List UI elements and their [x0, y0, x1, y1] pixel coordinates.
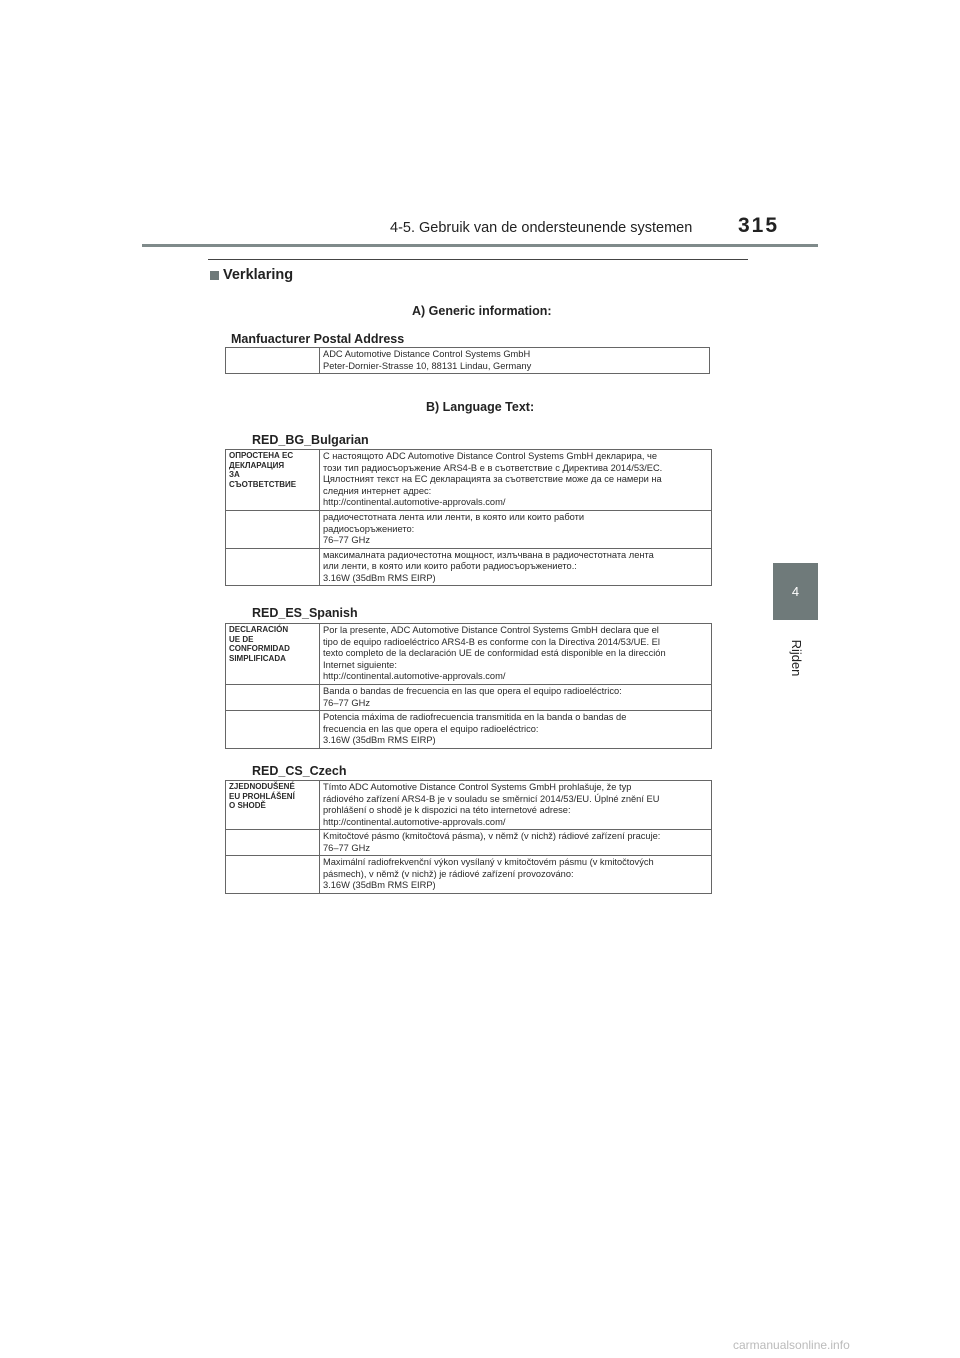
chapter-tab: [773, 563, 818, 620]
declaration-label: ОПРОСТЕНА ЕС ДЕКЛАРАЦИЯ ЗА СЪОТВЕТСТВИЕ: [226, 450, 320, 511]
section-divider: [208, 259, 748, 260]
language-text-heading: B) Language Text:: [426, 400, 535, 414]
address-cell: ADC Automotive Distance Control Systems GmbH Peter-Dornier-Strasse 10, 88131 Lindau, Germany: [320, 348, 710, 374]
declaration-text: Por la presente, ADC Automotive Distance Control Systems GmbH declara que el tipo de equipo radioeléctrico ARS4-B es conforme con la Directiva 2014/53/UE. El texto completo de la declaración UE de conformidad está disponible en la dirección Internet siguiente: http://continental.automotive-approvals.com/: [320, 624, 712, 685]
table-row: [226, 624, 712, 685]
czech-title: RED_CS_Czech: [252, 764, 347, 778]
footer-watermark: carmanualsonline.info: [733, 1338, 850, 1352]
empty-cell: [226, 830, 320, 856]
table-row: [226, 548, 712, 586]
power-text: Maximální radiofrekvenční výkon vysílaný v kmitočtovém pásmu (v kmitočtových pásmech), v němž (v nichž) je rádiové zařízení provozováno: 3.16W (35dBm RMS EIRP): [320, 856, 712, 894]
table-row: [226, 348, 710, 374]
declaration-label: ZJEDNODUŠENÉ EU PROHLÁŠENÍ O SHODĚ: [226, 781, 320, 830]
header-divider: [142, 244, 818, 247]
table-row: [226, 711, 712, 749]
frequency-text: Kmitočtové pásmo (kmitočtová pásma), v němž (v nichž) rádiové zařízení pracuje: 76–77 GHz: [320, 830, 712, 856]
section-heading-text: Verklaring: [223, 267, 294, 283]
spanish-title: RED_ES_Spanish: [252, 606, 358, 620]
table-row: [226, 685, 712, 711]
declaration-text: С настоящото ADC Automotive Distance Control Systems GmbH декларира, че този тип радиосъоръжение ARS4-B е в съответствие с Директива 2014/53/ЕС. Цялостният текст на ЕС декларацията за съответствие може да се намери на следния интернет адрес: http://continental.automotive-approvals.com/: [320, 450, 712, 511]
address-label: Manfuacturer Postal Address: [231, 332, 405, 346]
generic-info-heading: A) Generic information:: [412, 304, 552, 318]
table-row: [226, 830, 712, 856]
section-heading: [210, 267, 293, 283]
empty-cell: [226, 856, 320, 894]
bulgarian-table: [225, 449, 712, 586]
declaration-label: DECLARACIÓN UE DE CONFORMIDAD SIMPLIFICADA: [226, 624, 320, 685]
declaration-text: Tímto ADC Automotive Distance Control Systems GmbH prohlašuje, že typ rádiového zařízení ARS4-B je v souladu se směrnicí 2014/53/EU. Úplné znění EU prohlášení o shodě je k dispozici na této internetové adrese: http://continental.automotive-approvals.com/: [320, 781, 712, 830]
empty-cell: [226, 548, 320, 586]
czech-table: [225, 780, 712, 894]
table-row: [226, 781, 712, 830]
empty-cell: [226, 711, 320, 749]
table-row: [226, 450, 712, 511]
page-number: 315: [738, 214, 780, 237]
power-text: Potencia máxima de radiofrecuencia transmitida en la banda o bandas de frecuencia en las que opera el equipo radioeléctrico: 3.16W (35dBm RMS EIRP): [320, 711, 712, 749]
empty-cell: [226, 511, 320, 549]
chapter-label: Rijden: [789, 639, 804, 677]
spanish-table: [225, 623, 712, 749]
frequency-text: Banda o bandas de frecuencia en las que opera el equipo radioeléctrico: 76–77 GHz: [320, 685, 712, 711]
empty-cell: [226, 685, 320, 711]
table-row: [226, 511, 712, 549]
power-text: максималната радиочестотна мощност, излъчвана в радиочестотната лента или ленти, в която или които работи радиосъоръжението.: 3.16W (35dBm RMS EIRP): [320, 548, 712, 586]
table-row: [226, 856, 712, 894]
section-title: 4-5. Gebruik van de ondersteunende systemen: [390, 220, 693, 236]
chapter-number: 4: [791, 584, 800, 599]
frequency-text: радиочестотната лента или ленти, в която или които работи радиосъоръжението: 76–77 GHz: [320, 511, 712, 549]
square-bullet-icon: [210, 271, 219, 280]
empty-cell: [226, 348, 320, 374]
address-table: [225, 347, 710, 374]
bulgarian-title: RED_BG_Bulgarian: [252, 433, 369, 447]
